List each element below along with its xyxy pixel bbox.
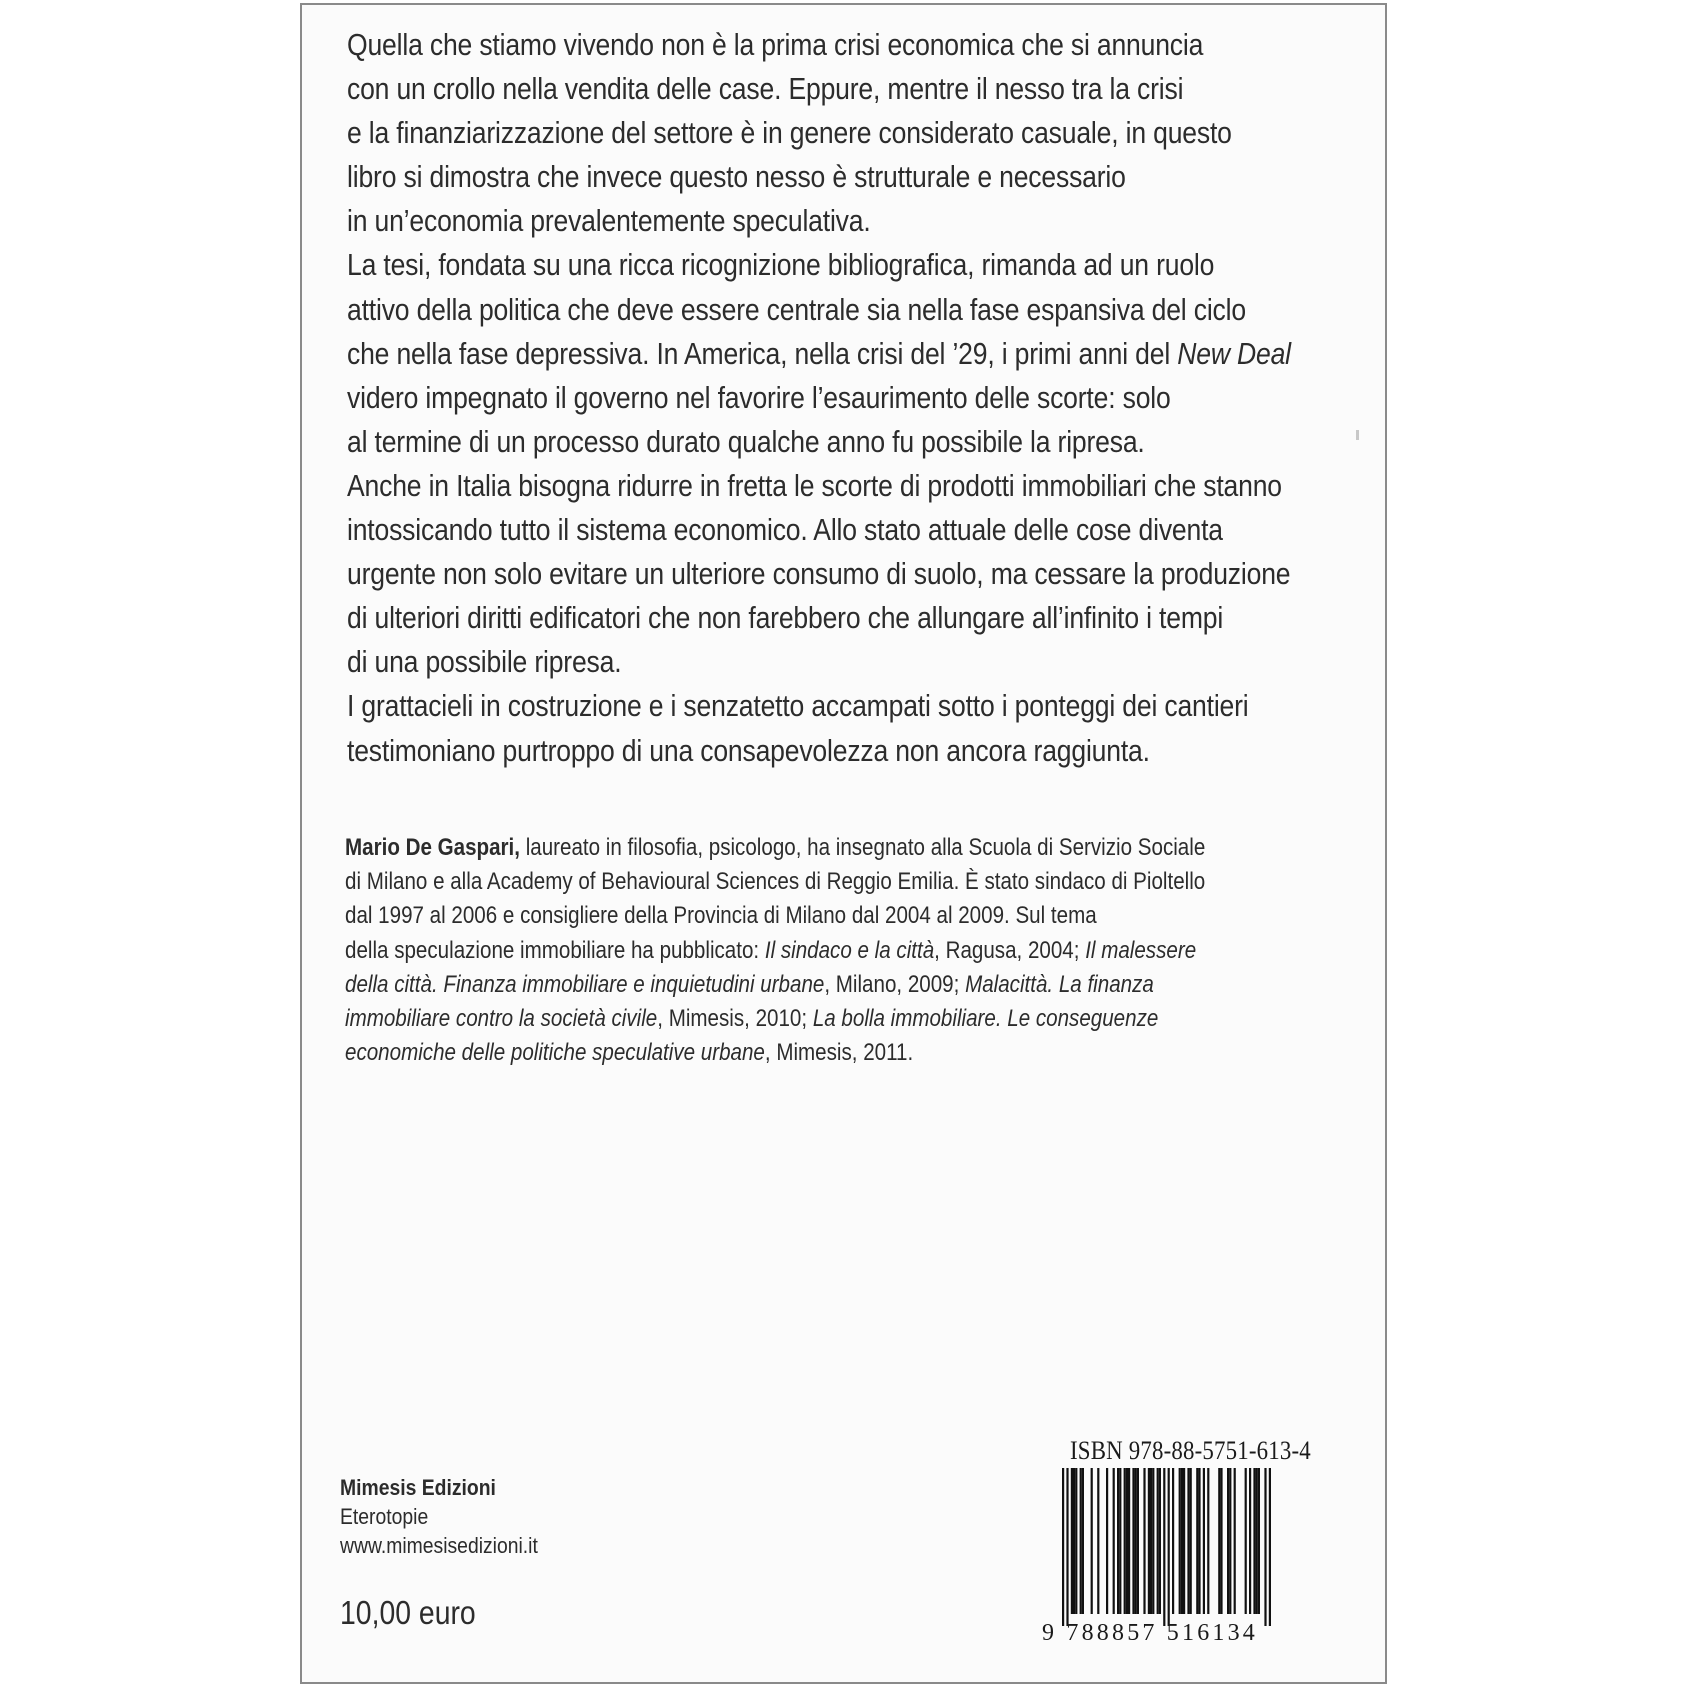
bio-text: , Mimesis, 2011.: [764, 1039, 914, 1067]
barcode-bar: [1071, 1468, 1073, 1614]
barcode-bar: [1148, 1468, 1150, 1614]
barcode-bar: [1150, 1468, 1152, 1614]
blurb-line: al termine di un processo durato qualche anno fu possibile la ripresa.: [347, 424, 1145, 459]
blurb-line: e la finanziarizzazione del settore è in genere considerato casuale, in questo: [347, 116, 1232, 151]
blurb-line: Anche in Italia bisogna ridurre in fretta le scorte di prodotti immobiliari che stanno: [347, 468, 1282, 503]
bio-line: [345, 968, 1185, 1002]
barcode-bar: [1159, 1468, 1161, 1614]
blurb-line: intossicando tutto il sistema economico. Allo stato attuale delle cose diventa: [347, 513, 1223, 548]
barcode-bar: [1073, 1468, 1075, 1614]
new-deal-italic: New Deal: [1177, 336, 1291, 371]
paper-speck: [1356, 430, 1359, 440]
book-title: La bolla immobiliare. Le conseguenze: [812, 1005, 1159, 1033]
barcode-bar: [1143, 1468, 1145, 1614]
bio-line: [345, 1002, 1185, 1036]
barcode-bar: [1183, 1468, 1185, 1614]
blurb-line: di ulteriori diritti edificatori che non farebbero che allungare all’infinito i tempi: [347, 601, 1224, 636]
blurb-line: La tesi, fondata su una ricca ricognizione bibliografica, rimanda ad un ruolo: [347, 248, 1215, 283]
author-name: Mario De Gaspari,: [345, 834, 520, 861]
blurb-line: [347, 332, 1291, 376]
book-back-cover: [300, 3, 1387, 1684]
book-title: immobiliare contro la società civile: [345, 1005, 658, 1033]
bio-text: laureato in filosofia, psicologo, ha insegnato alla Scuola di Servizio Sociale: [519, 834, 1206, 861]
barcode-bar: [1253, 1468, 1255, 1614]
barcode-bar: [1066, 1468, 1068, 1626]
barcode-bar: [1124, 1468, 1126, 1614]
barcode-bar: [1117, 1468, 1119, 1614]
barcode-bar: [1218, 1468, 1220, 1614]
bio-text: , Mimesis, 2010;: [657, 1005, 813, 1033]
barcode-bar: [1181, 1468, 1183, 1614]
barcode-bar: [1091, 1468, 1093, 1614]
barcode-bar: [1106, 1468, 1108, 1614]
barcode-bar: [1220, 1468, 1222, 1614]
barcode-bar: [1234, 1468, 1236, 1614]
barcode-digits: 9 788857 516134: [1042, 1620, 1258, 1646]
barcode-bar: [1082, 1468, 1084, 1614]
barcode-bar: [1163, 1468, 1165, 1626]
barcode-bar: [1126, 1468, 1128, 1614]
blurb-line-text: che nella fase depressiva. In America, nella crisi del ’29, i primi anni del: [347, 336, 1178, 371]
barcode-bar: [1168, 1468, 1170, 1626]
barcode-bar: [1097, 1468, 1099, 1614]
barcode-bar: [1128, 1468, 1130, 1614]
publisher-info: [340, 1473, 570, 1560]
barcode-bar: [1062, 1468, 1064, 1626]
barcode-bar: [1179, 1468, 1181, 1614]
barcode-bar: [1152, 1468, 1154, 1614]
barcode-bar: [1187, 1468, 1189, 1614]
isbn-barcode-block: [1042, 1436, 1311, 1647]
book-title: della città. Finanza immobiliare e inquietudini urbane: [345, 970, 825, 998]
barcode-bar: [1245, 1468, 1247, 1614]
barcode-bar: [1269, 1468, 1271, 1626]
bio-line: dal 1997 al 2006 e consigliere della Provincia di Milano dal 2004 al 2009. Sul tema: [345, 902, 1097, 930]
bio-line: [345, 1036, 1185, 1070]
bio-text: , Milano, 2009;: [824, 970, 966, 998]
price: 10,00 euro: [340, 1594, 476, 1631]
barcode-bar: [1190, 1468, 1192, 1614]
barcode-bar: [1227, 1468, 1229, 1614]
barcode-bar: [1075, 1468, 1077, 1614]
barcode-bar: [1198, 1468, 1200, 1614]
blurb-line: libro si dimostra che invece questo nesso è strutturale e necessario: [347, 160, 1126, 195]
barcode-bar: [1207, 1468, 1209, 1614]
blurb-line: attivo della politica che deve essere centrale sia nella fase espansiva del ciclo: [347, 292, 1246, 327]
blurb-line: urgente non solo evitare un ulteriore consumo di suolo, ma cessare la produzione: [347, 557, 1291, 592]
blurb-line: di una possibile ripresa.: [347, 645, 622, 680]
blurb-line: Quella che stiamo vivendo non è la prima crisi economica che si annuncia: [347, 28, 1204, 62]
book-title: Malacittà. La finanza: [965, 970, 1154, 998]
author-bio: [345, 831, 1345, 1070]
bio-text: , Ragusa, 2004;: [934, 936, 1086, 964]
barcode-bar: [1132, 1468, 1134, 1614]
barcode-bar: [1258, 1468, 1260, 1614]
bio-line: [345, 934, 1197, 968]
blurb-line: in un’economia prevalentemente speculativa.: [347, 204, 871, 239]
publisher-website: www.mimesisedizioni.it: [340, 1533, 538, 1558]
blurb-line: testimoniano purtroppo di una consapevolezza non ancora raggiunta.: [347, 733, 1150, 768]
barcode-bar: [1137, 1468, 1139, 1614]
barcode-bar: [1249, 1468, 1251, 1614]
book-title: economiche delle politiche speculative urbane: [345, 1039, 765, 1067]
barcode-bar: [1172, 1468, 1174, 1614]
barcode-bar: [1196, 1468, 1198, 1614]
blurb-line: videro impegnato il governo nel favorire l’esaurimento delle scorte: solo: [347, 380, 1171, 415]
barcode-bar: [1157, 1468, 1159, 1614]
barcode-bar: [1113, 1468, 1115, 1614]
blurb-line: I grattacieli in costruzione e i senzatetto accampati sotto i ponteggi dei cantieri: [347, 689, 1249, 724]
barcode-bar: [1229, 1468, 1231, 1614]
series-name: Eterotopie: [340, 1504, 429, 1529]
blurb-text: [347, 23, 1357, 773]
bio-line: di Milano e alla Academy of Behavioural Sciences di Reggio Emilia. È stato sindaco di Pioltello: [345, 868, 1206, 896]
barcode-bar: [1203, 1468, 1205, 1614]
bio-line: [345, 831, 1206, 865]
barcode-bar: [1080, 1468, 1082, 1614]
publisher-name: Mimesis Edizioni: [340, 1475, 496, 1500]
barcode-bar: [1119, 1468, 1121, 1614]
bio-text: della speculazione immobiliare ha pubblicato:: [345, 936, 765, 964]
book-title: Il malessere: [1085, 936, 1197, 964]
blurb-line: con un crollo nella vendita delle case. Eppure, mentre il nesso tra la crisi: [347, 72, 1184, 107]
book-title: Il sindaco e la città: [764, 936, 935, 964]
barcode-bar: [1135, 1468, 1137, 1614]
barcode-bar: [1256, 1468, 1258, 1614]
barcode-icon: [1042, 1468, 1294, 1626]
barcode-bar: [1264, 1468, 1266, 1626]
isbn-label: ISBN 978-88-5751-613-4: [1070, 1436, 1311, 1465]
